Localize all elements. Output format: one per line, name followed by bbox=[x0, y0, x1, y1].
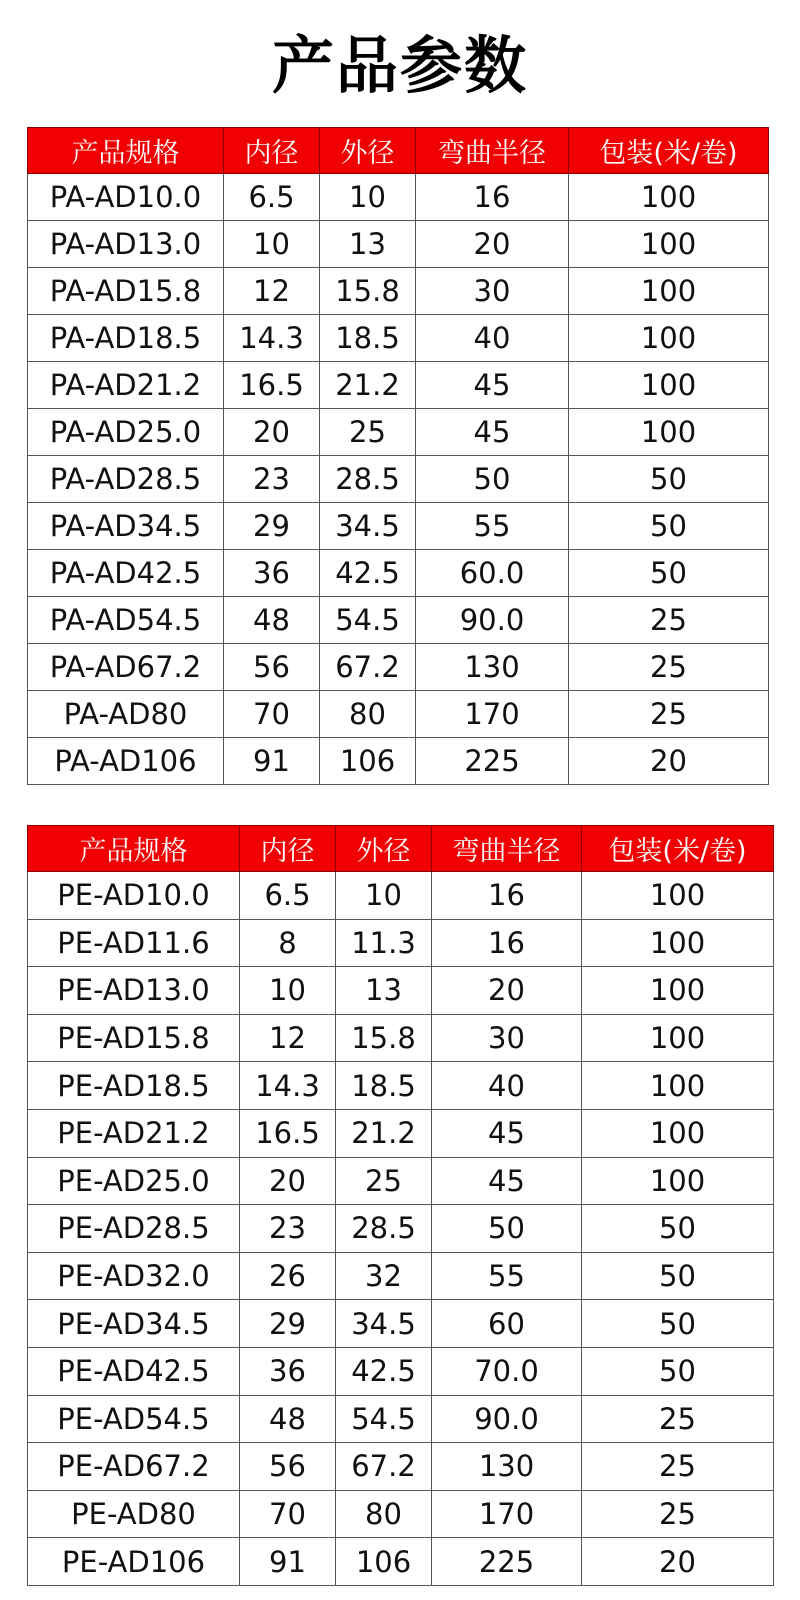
cell-spec: PA-AD18.5 bbox=[28, 315, 224, 362]
cell-outer-diameter: 42.5 bbox=[320, 550, 416, 597]
cell-outer-diameter: 11.3 bbox=[336, 919, 432, 967]
table-row bbox=[28, 919, 774, 967]
cell-packaging: 50 bbox=[582, 1300, 774, 1348]
cell-spec: PE-AD13.0 bbox=[28, 967, 240, 1015]
cell-bend-radius: 40 bbox=[416, 315, 569, 362]
cell-bend-radius: 55 bbox=[432, 1252, 582, 1300]
cell-spec: PA-AD10.0 bbox=[28, 174, 224, 221]
cell-outer-diameter: 10 bbox=[336, 872, 432, 920]
cell-packaging: 25 bbox=[582, 1490, 774, 1538]
cell-spec: PE-AD80 bbox=[28, 1490, 240, 1538]
cell-packaging: 25 bbox=[569, 644, 769, 691]
cell-outer-diameter: 28.5 bbox=[320, 456, 416, 503]
table-header-row bbox=[28, 128, 769, 174]
cell-packaging: 20 bbox=[582, 1538, 774, 1586]
pa-spec-table bbox=[27, 127, 769, 785]
cell-bend-radius: 90.0 bbox=[432, 1395, 582, 1443]
table-row bbox=[28, 1347, 774, 1395]
table-row bbox=[28, 967, 774, 1015]
cell-outer-diameter: 34.5 bbox=[336, 1300, 432, 1348]
cell-packaging: 100 bbox=[582, 1157, 774, 1205]
cell-inner-diameter: 12 bbox=[224, 268, 320, 315]
cell-bend-radius: 60 bbox=[432, 1300, 582, 1348]
table-row bbox=[28, 597, 769, 644]
cell-bend-radius: 16 bbox=[416, 174, 569, 221]
cell-spec: PE-AD106 bbox=[28, 1538, 240, 1586]
cell-spec: PE-AD10.0 bbox=[28, 872, 240, 920]
cell-packaging: 50 bbox=[582, 1347, 774, 1395]
cell-outer-diameter: 13 bbox=[320, 221, 416, 268]
cell-packaging: 100 bbox=[582, 1109, 774, 1157]
cell-spec: PA-AD80 bbox=[28, 691, 224, 738]
cell-inner-diameter: 36 bbox=[224, 550, 320, 597]
cell-spec: PA-AD106 bbox=[28, 738, 224, 785]
cell-inner-diameter: 10 bbox=[240, 967, 336, 1015]
cell-spec: PE-AD34.5 bbox=[28, 1300, 240, 1348]
cell-inner-diameter: 16.5 bbox=[224, 362, 320, 409]
header-cell-bend-radius: 弯曲半径 bbox=[416, 128, 569, 174]
cell-outer-diameter: 25 bbox=[336, 1157, 432, 1205]
cell-spec: PA-AD21.2 bbox=[28, 362, 224, 409]
cell-inner-diameter: 23 bbox=[240, 1205, 336, 1253]
table-header-row bbox=[28, 826, 774, 872]
cell-outer-diameter: 18.5 bbox=[320, 315, 416, 362]
cell-spec: PE-AD25.0 bbox=[28, 1157, 240, 1205]
header-cell-spec: 产品规格 bbox=[28, 128, 224, 174]
cell-outer-diameter: 67.2 bbox=[320, 644, 416, 691]
page-title: 产品参数 bbox=[271, 29, 528, 102]
table-row bbox=[28, 1490, 774, 1538]
cell-inner-diameter: 23 bbox=[224, 456, 320, 503]
table-row bbox=[28, 315, 769, 362]
header-cell-inner-diameter: 内径 bbox=[224, 128, 320, 174]
header-cell-bend-radius: 弯曲半径 bbox=[432, 826, 582, 872]
cell-spec: PE-AD28.5 bbox=[28, 1205, 240, 1253]
cell-spec: PE-AD11.6 bbox=[28, 919, 240, 967]
cell-bend-radius: 130 bbox=[416, 644, 569, 691]
table-row bbox=[28, 1205, 774, 1253]
table-row bbox=[28, 362, 769, 409]
cell-packaging: 100 bbox=[569, 362, 769, 409]
cell-bend-radius: 16 bbox=[432, 919, 582, 967]
cell-spec: PA-AD13.0 bbox=[28, 221, 224, 268]
cell-bend-radius: 170 bbox=[416, 691, 569, 738]
cell-bend-radius: 40 bbox=[432, 1062, 582, 1110]
cell-packaging: 50 bbox=[569, 503, 769, 550]
table-row bbox=[28, 503, 769, 550]
cell-inner-diameter: 26 bbox=[240, 1252, 336, 1300]
table-row bbox=[28, 1252, 774, 1300]
cell-outer-diameter: 21.2 bbox=[320, 362, 416, 409]
cell-spec: PE-AD67.2 bbox=[28, 1443, 240, 1491]
cell-bend-radius: 45 bbox=[416, 409, 569, 456]
table-row bbox=[28, 1109, 774, 1157]
cell-outer-diameter: 15.8 bbox=[336, 1014, 432, 1062]
cell-outer-diameter: 10 bbox=[320, 174, 416, 221]
cell-packaging: 50 bbox=[582, 1252, 774, 1300]
table-row bbox=[28, 1395, 774, 1443]
cell-inner-diameter: 56 bbox=[240, 1443, 336, 1491]
cell-outer-diameter: 25 bbox=[320, 409, 416, 456]
cell-inner-diameter: 14.3 bbox=[240, 1062, 336, 1110]
cell-bend-radius: 20 bbox=[432, 967, 582, 1015]
pe-spec-table bbox=[27, 825, 774, 1586]
header-cell-inner-diameter: 内径 bbox=[240, 826, 336, 872]
cell-inner-diameter: 14.3 bbox=[224, 315, 320, 362]
cell-inner-diameter: 10 bbox=[224, 221, 320, 268]
cell-spec: PE-AD54.5 bbox=[28, 1395, 240, 1443]
cell-packaging: 100 bbox=[569, 315, 769, 362]
table-row bbox=[28, 1062, 774, 1110]
cell-packaging: 25 bbox=[582, 1443, 774, 1491]
cell-spec: PA-AD34.5 bbox=[28, 503, 224, 550]
cell-spec: PE-AD18.5 bbox=[28, 1062, 240, 1110]
cell-outer-diameter: 54.5 bbox=[336, 1395, 432, 1443]
cell-spec: PA-AD54.5 bbox=[28, 597, 224, 644]
table-row bbox=[28, 456, 769, 503]
cell-outer-diameter: 13 bbox=[336, 967, 432, 1015]
cell-packaging: 100 bbox=[569, 409, 769, 456]
table-row bbox=[28, 550, 769, 597]
cell-packaging: 100 bbox=[569, 174, 769, 221]
cell-bend-radius: 90.0 bbox=[416, 597, 569, 644]
cell-inner-diameter: 70 bbox=[240, 1490, 336, 1538]
cell-outer-diameter: 32 bbox=[336, 1252, 432, 1300]
cell-outer-diameter: 42.5 bbox=[336, 1347, 432, 1395]
cell-inner-diameter: 91 bbox=[240, 1538, 336, 1586]
cell-packaging: 20 bbox=[569, 738, 769, 785]
cell-inner-diameter: 29 bbox=[240, 1300, 336, 1348]
table-row bbox=[28, 221, 769, 268]
cell-outer-diameter: 28.5 bbox=[336, 1205, 432, 1253]
cell-spec: PA-AD28.5 bbox=[28, 456, 224, 503]
cell-bend-radius: 45 bbox=[432, 1157, 582, 1205]
cell-inner-diameter: 29 bbox=[224, 503, 320, 550]
header-cell-outer-diameter: 外径 bbox=[320, 128, 416, 174]
cell-bend-radius: 50 bbox=[416, 456, 569, 503]
cell-packaging: 50 bbox=[582, 1205, 774, 1253]
cell-outer-diameter: 106 bbox=[320, 738, 416, 785]
cell-outer-diameter: 67.2 bbox=[336, 1443, 432, 1491]
cell-packaging: 100 bbox=[569, 268, 769, 315]
table-row bbox=[28, 1443, 774, 1491]
cell-inner-diameter: 6.5 bbox=[224, 174, 320, 221]
cell-packaging: 100 bbox=[582, 872, 774, 920]
cell-bend-radius: 30 bbox=[416, 268, 569, 315]
table-row bbox=[28, 268, 769, 315]
cell-outer-diameter: 54.5 bbox=[320, 597, 416, 644]
cell-inner-diameter: 70 bbox=[224, 691, 320, 738]
cell-spec: PE-AD32.0 bbox=[28, 1252, 240, 1300]
cell-spec: PE-AD21.2 bbox=[28, 1109, 240, 1157]
cell-bend-radius: 30 bbox=[432, 1014, 582, 1062]
cell-spec: PA-AD25.0 bbox=[28, 409, 224, 456]
cell-bend-radius: 45 bbox=[416, 362, 569, 409]
cell-inner-diameter: 48 bbox=[224, 597, 320, 644]
cell-inner-diameter: 20 bbox=[224, 409, 320, 456]
cell-packaging: 100 bbox=[582, 967, 774, 1015]
table-row bbox=[28, 691, 769, 738]
table-row bbox=[28, 1157, 774, 1205]
table-row bbox=[28, 1300, 774, 1348]
cell-bend-radius: 225 bbox=[432, 1538, 582, 1586]
cell-inner-diameter: 8 bbox=[240, 919, 336, 967]
cell-outer-diameter: 15.8 bbox=[320, 268, 416, 315]
cell-bend-radius: 130 bbox=[432, 1443, 582, 1491]
header-cell-spec: 产品规格 bbox=[28, 826, 240, 872]
cell-packaging: 50 bbox=[569, 456, 769, 503]
cell-spec: PA-AD15.8 bbox=[28, 268, 224, 315]
cell-outer-diameter: 21.2 bbox=[336, 1109, 432, 1157]
cell-packaging: 100 bbox=[582, 1014, 774, 1062]
cell-outer-diameter: 80 bbox=[336, 1490, 432, 1538]
cell-outer-diameter: 18.5 bbox=[336, 1062, 432, 1110]
table-row bbox=[28, 644, 769, 691]
cell-packaging: 25 bbox=[569, 691, 769, 738]
cell-packaging: 50 bbox=[569, 550, 769, 597]
cell-bend-radius: 16 bbox=[432, 872, 582, 920]
cell-packaging: 100 bbox=[582, 919, 774, 967]
header-cell-packaging: 包装(米/卷) bbox=[582, 826, 774, 872]
cell-spec: PA-AD67.2 bbox=[28, 644, 224, 691]
cell-bend-radius: 20 bbox=[416, 221, 569, 268]
table-row bbox=[28, 872, 774, 920]
cell-packaging: 25 bbox=[582, 1395, 774, 1443]
cell-inner-diameter: 56 bbox=[224, 644, 320, 691]
cell-inner-diameter: 20 bbox=[240, 1157, 336, 1205]
cell-inner-diameter: 48 bbox=[240, 1395, 336, 1443]
cell-outer-diameter: 106 bbox=[336, 1538, 432, 1586]
cell-inner-diameter: 36 bbox=[240, 1347, 336, 1395]
cell-bend-radius: 45 bbox=[432, 1109, 582, 1157]
cell-inner-diameter: 12 bbox=[240, 1014, 336, 1062]
table-row bbox=[28, 1538, 774, 1586]
cell-bend-radius: 50 bbox=[432, 1205, 582, 1253]
header-cell-packaging: 包装(米/卷) bbox=[569, 128, 769, 174]
cell-outer-diameter: 80 bbox=[320, 691, 416, 738]
cell-bend-radius: 170 bbox=[432, 1490, 582, 1538]
cell-spec: PE-AD15.8 bbox=[28, 1014, 240, 1062]
cell-bend-radius: 225 bbox=[416, 738, 569, 785]
table-row bbox=[28, 1014, 774, 1062]
cell-inner-diameter: 91 bbox=[224, 738, 320, 785]
cell-spec: PE-AD42.5 bbox=[28, 1347, 240, 1395]
cell-packaging: 100 bbox=[582, 1062, 774, 1110]
cell-inner-diameter: 6.5 bbox=[240, 872, 336, 920]
cell-spec: PA-AD42.5 bbox=[28, 550, 224, 597]
header-cell-outer-diameter: 外径 bbox=[336, 826, 432, 872]
cell-bend-radius: 60.0 bbox=[416, 550, 569, 597]
cell-inner-diameter: 16.5 bbox=[240, 1109, 336, 1157]
table-row bbox=[28, 409, 769, 456]
table-row bbox=[28, 738, 769, 785]
cell-packaging: 25 bbox=[569, 597, 769, 644]
cell-outer-diameter: 34.5 bbox=[320, 503, 416, 550]
cell-bend-radius: 70.0 bbox=[432, 1347, 582, 1395]
cell-packaging: 100 bbox=[569, 221, 769, 268]
table-row bbox=[28, 174, 769, 221]
cell-bend-radius: 55 bbox=[416, 503, 569, 550]
